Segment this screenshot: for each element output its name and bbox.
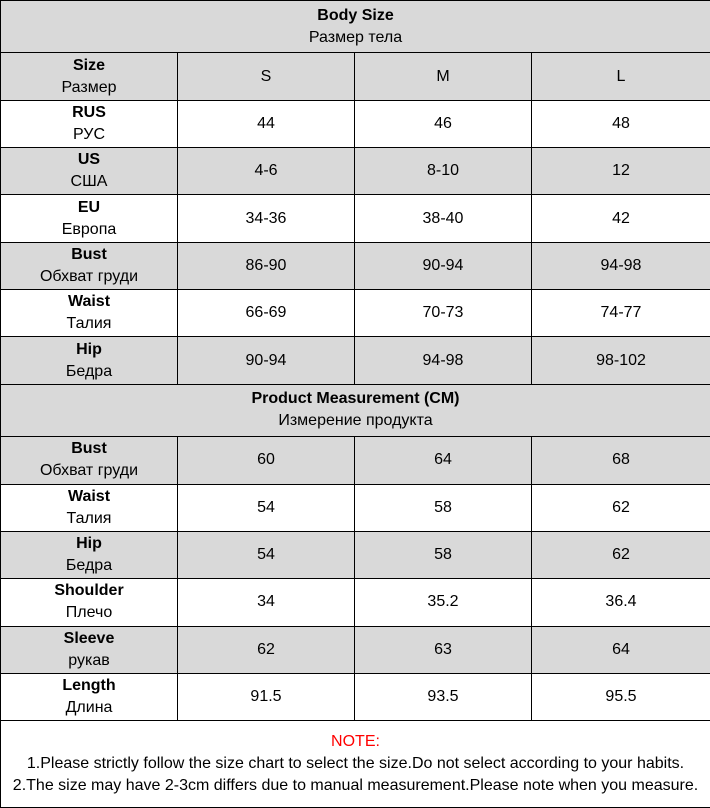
row-label <box>1 100 178 147</box>
row-label-ru: рукав <box>68 651 110 669</box>
size-header-cell: S <box>178 53 355 100</box>
table-cell: 60 <box>178 437 355 484</box>
table-cell: 68 <box>532 437 710 484</box>
row-label-en: Size <box>72 56 105 74</box>
table-cell: 62 <box>532 531 710 578</box>
row-label <box>1 626 178 673</box>
table-cell: 62 <box>178 626 355 673</box>
table-cell: 38-40 <box>355 195 532 242</box>
table-cell: 44 <box>178 100 355 147</box>
product-measurement-header-row <box>1 384 710 436</box>
table-row <box>1 673 710 720</box>
table-cell: 62 <box>532 484 710 531</box>
row-label <box>1 673 178 720</box>
row-label-ru: РУС <box>72 125 106 143</box>
table-cell: 64 <box>355 437 532 484</box>
row-label-en: Shoulder <box>54 582 124 600</box>
row-label-ru: США <box>70 173 108 191</box>
size-header-cell: M <box>355 53 532 100</box>
table-cell: 86-90 <box>178 242 355 289</box>
table-cell: 98-102 <box>532 337 710 384</box>
row-label-en: EU <box>77 198 101 216</box>
row-label <box>1 53 178 100</box>
row-label-ru: Бедра <box>65 362 113 380</box>
table-cell: 8-10 <box>355 148 532 195</box>
table-cell: 58 <box>355 531 532 578</box>
notes-row <box>1 721 710 808</box>
row-label-en: Length <box>62 677 116 695</box>
table-cell: 74-77 <box>532 290 710 337</box>
row-label <box>1 484 178 531</box>
table-row <box>1 100 710 147</box>
table-row <box>1 484 710 531</box>
table-row <box>1 290 710 337</box>
body-size-header <box>1 1 710 53</box>
product-measurement-title-ru: Измерение продукта <box>278 412 433 430</box>
row-label-ru: Плечо <box>65 604 113 622</box>
table-cell: 58 <box>355 484 532 531</box>
table-cell: 95.5 <box>532 673 710 720</box>
table-cell: 42 <box>532 195 710 242</box>
body-size-title-en: Body Size <box>317 6 394 24</box>
row-label-ru: Обхват груди <box>39 267 138 285</box>
table-cell: 34-36 <box>178 195 355 242</box>
row-label-en: US <box>77 151 101 169</box>
table-row <box>1 148 710 195</box>
table-row <box>1 626 710 673</box>
row-label <box>1 195 178 242</box>
row-label-ru: Талия <box>66 509 112 527</box>
table-cell: 93.5 <box>355 673 532 720</box>
table-cell: 35.2 <box>355 579 532 626</box>
note-line-1: 1.Please strictly follow the size chart to select the size.Do not select according to your habits. <box>26 755 685 773</box>
row-label-en: Hip <box>76 340 102 358</box>
note-line-2: 2.The size may have 2-3cm differs due to manual measurement.Please note when you measure. <box>12 777 699 795</box>
row-label <box>1 242 178 289</box>
row-label <box>1 148 178 195</box>
row-label-en: Bust <box>71 440 107 458</box>
row-label-ru: Бедра <box>65 557 113 575</box>
row-label <box>1 579 178 626</box>
table-cell: 54 <box>178 531 355 578</box>
table-cell: 36.4 <box>532 579 710 626</box>
row-label-ru: Европа <box>61 220 117 238</box>
table-cell: 66-69 <box>178 290 355 337</box>
table-cell: 90-94 <box>355 242 532 289</box>
table-cell: 4-6 <box>178 148 355 195</box>
table-cell: 12 <box>532 148 710 195</box>
row-label-en: Waist <box>67 487 111 505</box>
table-row <box>1 579 710 626</box>
row-label-ru: Обхват груди <box>39 462 138 480</box>
row-label <box>1 290 178 337</box>
table-cell: 54 <box>178 484 355 531</box>
row-label-ru: Размер <box>61 78 117 96</box>
body-size-header-row <box>1 1 710 53</box>
table-row <box>1 195 710 242</box>
size-chart-body <box>1 1 710 808</box>
size-header-cell: L <box>532 53 710 100</box>
table-row <box>1 242 710 289</box>
table-row <box>1 53 710 100</box>
table-row <box>1 337 710 384</box>
body-size-title-ru: Размер тела <box>308 28 403 46</box>
notes-box <box>1 721 710 808</box>
row-label <box>1 531 178 578</box>
row-label-ru: Длина <box>65 699 113 717</box>
table-cell: 91.5 <box>178 673 355 720</box>
table-cell: 46 <box>355 100 532 147</box>
table-row <box>1 437 710 484</box>
table-cell: 34 <box>178 579 355 626</box>
row-label-ru: Талия <box>66 315 112 333</box>
row-label <box>1 437 178 484</box>
table-cell: 94-98 <box>532 242 710 289</box>
note-title: NOTE: <box>331 733 380 751</box>
row-label-en: Hip <box>76 535 102 553</box>
row-label <box>1 337 178 384</box>
table-row <box>1 531 710 578</box>
table-cell: 94-98 <box>355 337 532 384</box>
table-cell: 90-94 <box>178 337 355 384</box>
row-label-en: Bust <box>71 245 107 263</box>
row-label-en: RUS <box>72 103 106 121</box>
table-cell: 63 <box>355 626 532 673</box>
product-measurement-title-en: Product Measurement (CM) <box>251 390 460 408</box>
table-cell: 64 <box>532 626 710 673</box>
table-cell: 70-73 <box>355 290 532 337</box>
row-label-en: Waist <box>67 293 111 311</box>
table-cell: 48 <box>532 100 710 147</box>
product-measurement-header <box>1 384 710 436</box>
row-label-en: Sleeve <box>63 629 115 647</box>
